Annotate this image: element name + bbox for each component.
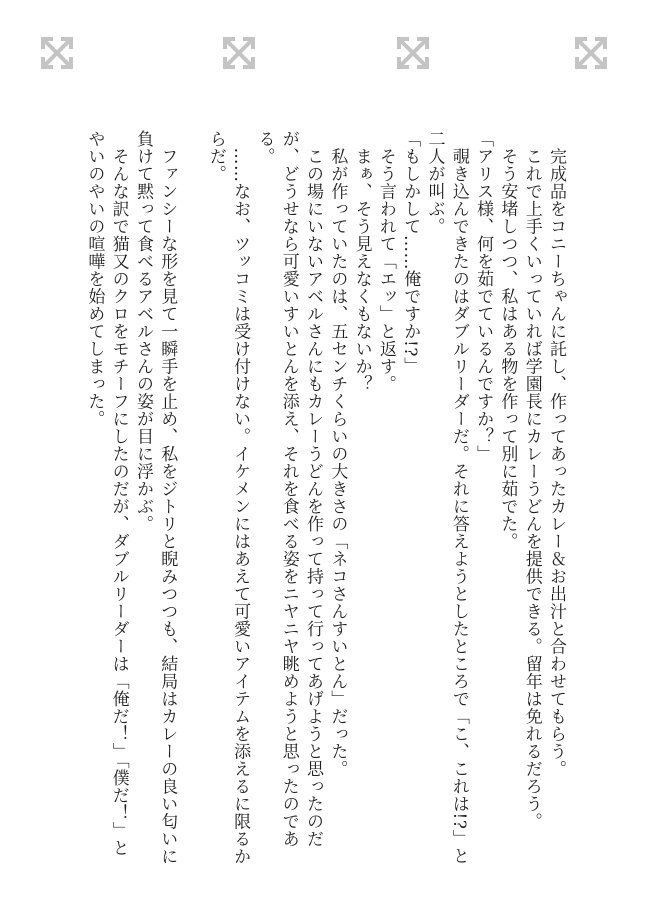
cross-arrows-icon xyxy=(574,36,608,70)
paragraph: 覗き込んできたのはダブルリーダーだ。それに答えようとしたところで「こ、これは!?」と二人が叫ぶ。 xyxy=(424,130,469,865)
paragraph: そう言われて「エッ」と返す。 xyxy=(375,130,396,393)
paragraph: ファンシーな形を見て一瞬手を止め、私をジトリと睨みつつも、結局はカレーの良い匂いに負けて黙って食べるアベルさんの姿が目に浮かぶ。 xyxy=(132,130,178,865)
paragraph: この場にいないアベルさんにもカレーうどんを作って持って行ってあげようと思ったのだが、どうせなら可愛いすいとんを添え、それを食べる姿をニヤニヤ眺めようと思ったのである。 xyxy=(254,130,324,848)
blank-line xyxy=(179,130,203,870)
paragraph: そんな訳で猫又のクロをモチーフにしたのだが、ダブルリーダーは「俺だ！」「僕だ！」とやいのやいの喧嘩を始めてしまった。 xyxy=(84,130,129,857)
paragraph: 「アリス様、何を茹でているんですか？」 xyxy=(473,130,494,463)
cross-arrows-icon xyxy=(222,36,256,70)
vertical-text-body xyxy=(82,130,568,870)
paragraph: 「もしかして……俺ですか!?」 xyxy=(400,130,421,375)
paragraph: そう安堵しつつ、私はある物を作って別に茹でた。 xyxy=(497,130,518,550)
paragraph: 完成品をコニーちゃんに託し、作ってあったカレー＆お出汁と合わせてもらう。 xyxy=(546,130,566,778)
paragraph: まぁ、そう見えなくもないか？ xyxy=(351,130,372,393)
cross-arrows-icon xyxy=(40,36,74,70)
cross-arrows-icon xyxy=(396,36,430,70)
paragraph: これで上手くいっていれば学園長にカレーうどんを提供できる。留年は免れるだろう。 xyxy=(521,130,542,830)
paragraph: 私が作っていたのは、五センチくらいの大きさの「ネコさんすいとん」だった。 xyxy=(327,130,348,778)
header-ornaments xyxy=(0,36,650,72)
paragraph: ……なお、ツッコミは受け付けない。イケメンにはあえて可愛いアイテムを添えるに限るからだ。 xyxy=(205,130,251,865)
